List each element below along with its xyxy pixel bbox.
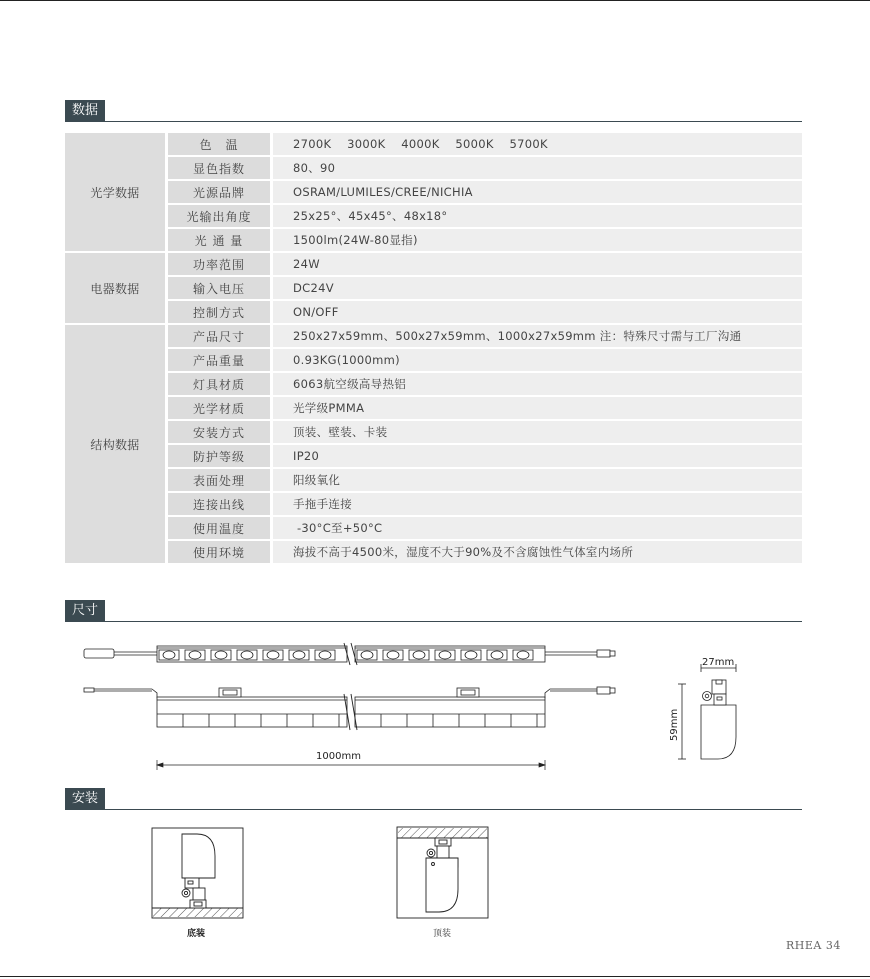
spec-label: 光 通 量 <box>168 229 273 251</box>
bottom-mount-diagram <box>152 828 243 918</box>
spec-group-name: 电器数据 <box>65 253 168 323</box>
spec-label: 产品尺寸 <box>168 325 273 347</box>
led-lens <box>237 650 257 660</box>
spec-value: 25x25°、45x45°、48x18° <box>273 205 802 227</box>
led-lens <box>513 650 533 660</box>
spec-label: 安装方式 <box>168 421 273 443</box>
spec-label: 连接出线 <box>168 493 273 515</box>
spec-label: 产品重量 <box>168 349 273 371</box>
led-lens <box>289 650 309 660</box>
spec-value: 2700K 3000K 4000K 5000K 5700K <box>273 133 802 155</box>
spec-value: IP20 <box>273 445 802 467</box>
top-mount-diagram <box>397 827 488 918</box>
length-label: 1000mm <box>316 751 361 762</box>
spec-value: ON/OFF <box>273 301 802 323</box>
spec-label: 色 温 <box>168 133 273 155</box>
end-view-drawing <box>678 664 736 759</box>
spec-value: 80、90 <box>273 157 802 179</box>
led-lens <box>357 650 377 660</box>
spec-value: 顶装、壁装、卡装 <box>273 421 802 443</box>
top-mount-caption: 顶装 <box>433 929 452 939</box>
led-lens <box>487 650 507 660</box>
spec-value: OSRAM/LUMILES/CREE/NICHIA <box>273 181 802 203</box>
spec-value: 250x27x59mm、500x27x59mm、1000x27x59mm 注：特殊尺寸需与工厂沟通 <box>273 325 802 347</box>
led-lens <box>435 650 455 660</box>
bottom-mount-caption: 底装 <box>187 929 206 939</box>
led-lens <box>383 650 403 660</box>
spec-value: 24W <box>273 253 802 275</box>
width-label: 27mm <box>702 657 735 668</box>
section-title-size: 尺寸 <box>65 600 105 622</box>
spec-label: 使用环境 <box>168 541 273 563</box>
led-lens <box>263 650 283 660</box>
section-title-data: 数据 <box>65 100 105 122</box>
spec-label: 灯具材质 <box>168 373 273 395</box>
spec-value: 海拔不高于4500米，湿度不大于90%及不含腐蚀性气体室内场所 <box>273 541 802 563</box>
section-underline <box>65 809 802 810</box>
spec-value: 阳级氧化 <box>273 469 802 491</box>
spec-label: 表面处理 <box>168 469 273 491</box>
spec-value: DC24V <box>273 277 802 299</box>
spec-value: 光学级PMMA <box>273 397 802 419</box>
spec-value: 手拖手连接 <box>273 493 802 515</box>
section-title-install: 安装 <box>65 788 105 810</box>
spec-group-name: 光学数据 <box>65 133 168 251</box>
spec-value: 0.93KG(1000mm) <box>273 349 802 371</box>
led-lens <box>315 650 335 660</box>
spec-label: 使用温度 <box>168 517 273 539</box>
led-lens <box>185 650 205 660</box>
spec-label: 控制方式 <box>168 301 273 323</box>
bottom-rule <box>0 976 870 977</box>
side-view-drawing <box>84 687 615 730</box>
top-view-drawing <box>84 643 615 665</box>
spec-label: 输入电压 <box>168 277 273 299</box>
led-lens <box>159 650 179 660</box>
spec-label: 光源品牌 <box>168 181 273 203</box>
led-lens <box>409 650 429 660</box>
spec-label: 光学材质 <box>168 397 273 419</box>
spec-label: 防护等级 <box>168 445 273 467</box>
section-header-install <box>65 788 802 810</box>
spec-label: 光输出角度 <box>168 205 273 227</box>
spec-value: 1500lm(24W-80显指) <box>273 229 802 251</box>
led-lens <box>461 650 481 660</box>
spec-label: 功率范围 <box>168 253 273 275</box>
spec-label: 显色指数 <box>168 157 273 179</box>
spec-group-name: 结构数据 <box>65 325 168 563</box>
led-lens <box>211 650 231 660</box>
height-label: 59mm <box>669 708 680 741</box>
spec-value: 6063航空级高导热铝 <box>273 373 802 395</box>
spec-value: -30°C至+50°C <box>273 517 802 539</box>
page-number: RHEA 34 <box>786 939 841 952</box>
